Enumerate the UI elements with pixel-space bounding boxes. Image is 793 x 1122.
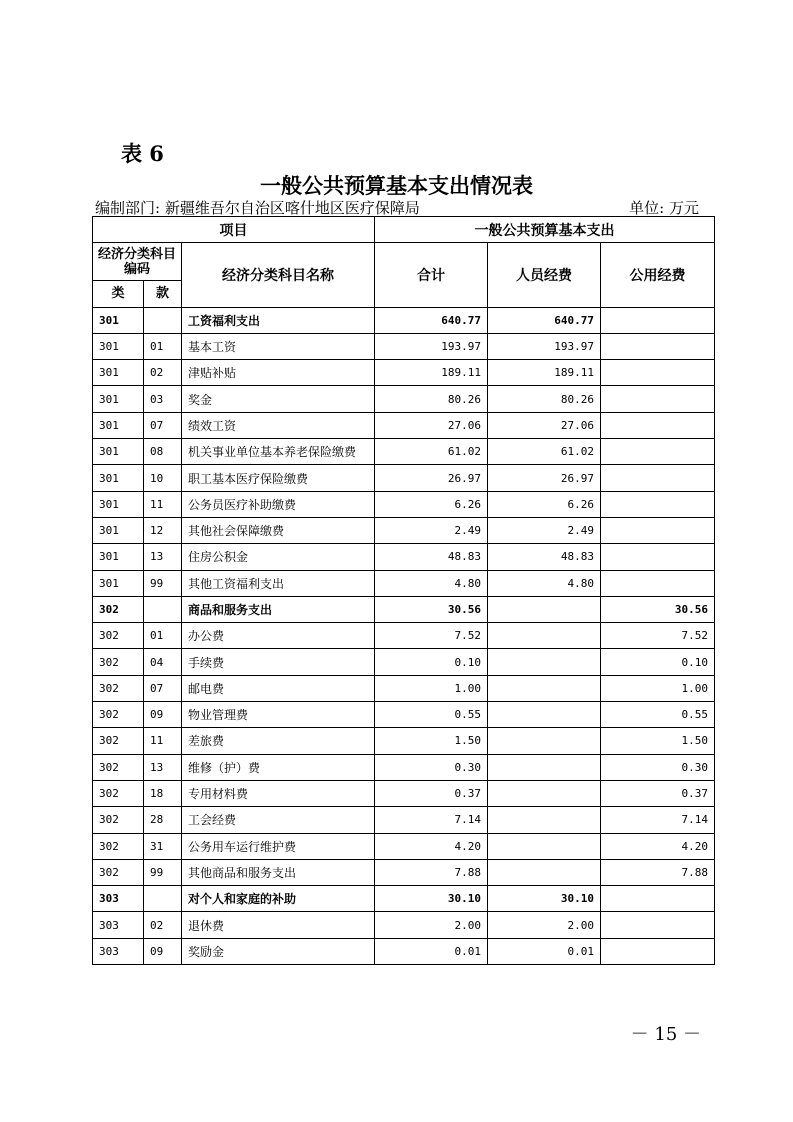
cell-total: 7.52 bbox=[375, 623, 488, 649]
cell-personnel: 0.01 bbox=[488, 938, 601, 964]
cell-personnel bbox=[488, 728, 601, 754]
cell-total: 4.20 bbox=[375, 833, 488, 859]
cell-public bbox=[601, 333, 715, 359]
table-row bbox=[93, 596, 715, 622]
cell-name: 办公费 bbox=[182, 623, 375, 649]
cell-public: 0.30 bbox=[601, 754, 715, 780]
cell-name: 绩效工资 bbox=[182, 412, 375, 438]
table-row bbox=[93, 439, 715, 465]
cell-personnel: 193.97 bbox=[488, 333, 601, 359]
table-row bbox=[93, 886, 715, 912]
cell-lei: 302 bbox=[93, 807, 144, 833]
cell-kuan: 99 bbox=[144, 570, 182, 596]
cell-name: 手续费 bbox=[182, 649, 375, 675]
cell-lei: 302 bbox=[93, 754, 144, 780]
cell-public bbox=[601, 465, 715, 491]
cell-personnel: 2.49 bbox=[488, 517, 601, 543]
cell-lei: 302 bbox=[93, 833, 144, 859]
header-econ-code: 经济分类科目编码 bbox=[93, 243, 182, 281]
cell-lei: 301 bbox=[93, 307, 144, 333]
cell-kuan: 07 bbox=[144, 675, 182, 701]
cell-public bbox=[601, 439, 715, 465]
cell-name: 专用材料费 bbox=[182, 780, 375, 806]
cell-personnel bbox=[488, 649, 601, 675]
cell-kuan: 01 bbox=[144, 333, 182, 359]
cell-personnel bbox=[488, 675, 601, 701]
cell-kuan: 11 bbox=[144, 728, 182, 754]
table-row bbox=[93, 833, 715, 859]
cell-lei: 302 bbox=[93, 859, 144, 885]
cell-personnel bbox=[488, 702, 601, 728]
table-row bbox=[93, 412, 715, 438]
cell-kuan: 02 bbox=[144, 360, 182, 386]
cell-name: 对个人和家庭的补助 bbox=[182, 886, 375, 912]
cell-kuan: 13 bbox=[144, 544, 182, 570]
cell-total: 0.01 bbox=[375, 938, 488, 964]
table-row bbox=[93, 465, 715, 491]
cell-lei: 302 bbox=[93, 780, 144, 806]
cell-public: 30.56 bbox=[601, 596, 715, 622]
cell-lei: 302 bbox=[93, 675, 144, 701]
cell-total: 640.77 bbox=[375, 307, 488, 333]
cell-kuan: 04 bbox=[144, 649, 182, 675]
cell-public bbox=[601, 886, 715, 912]
cell-public: 7.14 bbox=[601, 807, 715, 833]
page-title: 一般公共预算基本支出情况表 bbox=[260, 173, 533, 198]
cell-public: 0.10 bbox=[601, 649, 715, 675]
cell-public bbox=[601, 570, 715, 596]
cell-personnel bbox=[488, 807, 601, 833]
cell-lei: 301 bbox=[93, 570, 144, 596]
table-row bbox=[93, 491, 715, 517]
cell-kuan: 12 bbox=[144, 517, 182, 543]
table-row bbox=[93, 938, 715, 964]
cell-kuan: 09 bbox=[144, 702, 182, 728]
cell-name: 公务用车运行维护费 bbox=[182, 833, 375, 859]
cell-name: 职工基本医疗保险缴费 bbox=[182, 465, 375, 491]
cell-public bbox=[601, 307, 715, 333]
table-row bbox=[93, 912, 715, 938]
header-kuan: 款 bbox=[144, 281, 182, 307]
cell-name: 工会经费 bbox=[182, 807, 375, 833]
cell-lei: 301 bbox=[93, 439, 144, 465]
cell-kuan: 31 bbox=[144, 833, 182, 859]
cell-public bbox=[601, 544, 715, 570]
cell-personnel: 189.11 bbox=[488, 360, 601, 386]
cell-total: 30.10 bbox=[375, 886, 488, 912]
cell-kuan: 13 bbox=[144, 754, 182, 780]
cell-personnel bbox=[488, 596, 601, 622]
cell-personnel: 26.97 bbox=[488, 465, 601, 491]
table-row bbox=[93, 623, 715, 649]
cell-public bbox=[601, 517, 715, 543]
cell-public bbox=[601, 491, 715, 517]
table-row bbox=[93, 386, 715, 412]
cell-public: 1.50 bbox=[601, 728, 715, 754]
cell-public bbox=[601, 386, 715, 412]
cell-personnel: 80.26 bbox=[488, 386, 601, 412]
cell-personnel bbox=[488, 754, 601, 780]
table-row bbox=[93, 807, 715, 833]
cell-lei: 301 bbox=[93, 333, 144, 359]
table-row bbox=[93, 307, 715, 333]
cell-total: 6.26 bbox=[375, 491, 488, 517]
cell-total: 189.11 bbox=[375, 360, 488, 386]
cell-name: 住房公积金 bbox=[182, 544, 375, 570]
cell-lei: 301 bbox=[93, 491, 144, 517]
table-row bbox=[93, 754, 715, 780]
cell-total: 1.50 bbox=[375, 728, 488, 754]
cell-kuan: 09 bbox=[144, 938, 182, 964]
cell-lei: 301 bbox=[93, 412, 144, 438]
cell-kuan: 28 bbox=[144, 807, 182, 833]
cell-total: 26.97 bbox=[375, 465, 488, 491]
header-budget: 一般公共预算基本支出 bbox=[375, 217, 715, 243]
cell-name: 物业管理费 bbox=[182, 702, 375, 728]
cell-lei: 301 bbox=[93, 360, 144, 386]
cell-kuan bbox=[144, 307, 182, 333]
cell-name: 基本工资 bbox=[182, 333, 375, 359]
cell-total: 7.88 bbox=[375, 859, 488, 885]
page-number: － 15 － bbox=[630, 1024, 701, 1045]
cell-personnel bbox=[488, 623, 601, 649]
cell-kuan bbox=[144, 596, 182, 622]
cell-lei: 301 bbox=[93, 386, 144, 412]
cell-personnel bbox=[488, 833, 601, 859]
cell-public: 1.00 bbox=[601, 675, 715, 701]
cell-name: 邮电费 bbox=[182, 675, 375, 701]
cell-lei: 301 bbox=[93, 465, 144, 491]
cell-kuan: 99 bbox=[144, 859, 182, 885]
table-row bbox=[93, 675, 715, 701]
cell-total: 4.80 bbox=[375, 570, 488, 596]
table-row bbox=[93, 517, 715, 543]
table-row bbox=[93, 702, 715, 728]
header-public: 公用经费 bbox=[601, 243, 715, 307]
cell-kuan: 01 bbox=[144, 623, 182, 649]
cell-public: 0.55 bbox=[601, 702, 715, 728]
cell-personnel: 640.77 bbox=[488, 307, 601, 333]
cell-public: 4.20 bbox=[601, 833, 715, 859]
cell-name: 其他社会保障缴费 bbox=[182, 517, 375, 543]
cell-public: 7.52 bbox=[601, 623, 715, 649]
cell-kuan: 08 bbox=[144, 439, 182, 465]
cell-kuan: 03 bbox=[144, 386, 182, 412]
budget-table bbox=[92, 216, 715, 965]
cell-name: 奖金 bbox=[182, 386, 375, 412]
cell-public: 7.88 bbox=[601, 859, 715, 885]
cell-name: 公务员医疗补助缴费 bbox=[182, 491, 375, 517]
table-row bbox=[93, 649, 715, 675]
cell-kuan: 07 bbox=[144, 412, 182, 438]
cell-lei: 302 bbox=[93, 596, 144, 622]
table-row bbox=[93, 570, 715, 596]
cell-total: 7.14 bbox=[375, 807, 488, 833]
cell-lei: 301 bbox=[93, 517, 144, 543]
cell-kuan: 10 bbox=[144, 465, 182, 491]
table-row bbox=[93, 728, 715, 754]
cell-name: 退休费 bbox=[182, 912, 375, 938]
cell-personnel: 61.02 bbox=[488, 439, 601, 465]
cell-public: 0.37 bbox=[601, 780, 715, 806]
cell-personnel: 4.80 bbox=[488, 570, 601, 596]
cell-total: 30.56 bbox=[375, 596, 488, 622]
cell-lei: 301 bbox=[93, 544, 144, 570]
cell-personnel: 2.00 bbox=[488, 912, 601, 938]
cell-total: 0.30 bbox=[375, 754, 488, 780]
cell-total: 193.97 bbox=[375, 333, 488, 359]
cell-lei: 302 bbox=[93, 702, 144, 728]
cell-lei: 303 bbox=[93, 912, 144, 938]
cell-personnel: 27.06 bbox=[488, 412, 601, 438]
cell-total: 48.83 bbox=[375, 544, 488, 570]
cell-name: 奖励金 bbox=[182, 938, 375, 964]
cell-total: 0.10 bbox=[375, 649, 488, 675]
cell-name: 差旅费 bbox=[182, 728, 375, 754]
header-total: 合计 bbox=[375, 243, 488, 307]
cell-total: 2.49 bbox=[375, 517, 488, 543]
cell-personnel bbox=[488, 859, 601, 885]
cell-kuan: 18 bbox=[144, 780, 182, 806]
cell-kuan bbox=[144, 886, 182, 912]
cell-name: 其他工资福利支出 bbox=[182, 570, 375, 596]
cell-name: 机关事业单位基本养老保险缴费 bbox=[182, 439, 375, 465]
cell-name: 津贴补贴 bbox=[182, 360, 375, 386]
cell-total: 61.02 bbox=[375, 439, 488, 465]
cell-lei: 303 bbox=[93, 938, 144, 964]
cell-total: 0.37 bbox=[375, 780, 488, 806]
cell-public bbox=[601, 912, 715, 938]
cell-total: 27.06 bbox=[375, 412, 488, 438]
cell-name: 工资福利支出 bbox=[182, 307, 375, 333]
cell-personnel: 30.10 bbox=[488, 886, 601, 912]
table-row bbox=[93, 780, 715, 806]
cell-name: 维修（护）费 bbox=[182, 754, 375, 780]
department-label: 编制部门: 新疆维吾尔自治区喀什地区医疗保障局 bbox=[95, 199, 420, 217]
header-econ-name: 经济分类科目名称 bbox=[182, 243, 375, 307]
cell-total: 80.26 bbox=[375, 386, 488, 412]
cell-public bbox=[601, 938, 715, 964]
table-label: 表 6 bbox=[121, 141, 164, 166]
table-row bbox=[93, 360, 715, 386]
cell-total: 0.55 bbox=[375, 702, 488, 728]
header-lei: 类 bbox=[93, 281, 144, 307]
cell-public bbox=[601, 412, 715, 438]
cell-name: 商品和服务支出 bbox=[182, 596, 375, 622]
cell-total: 1.00 bbox=[375, 675, 488, 701]
cell-personnel: 48.83 bbox=[488, 544, 601, 570]
cell-lei: 302 bbox=[93, 623, 144, 649]
table-row bbox=[93, 544, 715, 570]
cell-total: 2.00 bbox=[375, 912, 488, 938]
cell-lei: 302 bbox=[93, 728, 144, 754]
cell-personnel: 6.26 bbox=[488, 491, 601, 517]
header-project: 项目 bbox=[93, 217, 375, 243]
cell-personnel bbox=[488, 780, 601, 806]
table-row bbox=[93, 333, 715, 359]
table-row bbox=[93, 859, 715, 885]
cell-public bbox=[601, 360, 715, 386]
cell-name: 其他商品和服务支出 bbox=[182, 859, 375, 885]
unit-label: 单位: 万元 bbox=[629, 199, 699, 217]
header-personnel: 人员经费 bbox=[488, 243, 601, 307]
cell-kuan: 02 bbox=[144, 912, 182, 938]
cell-kuan: 11 bbox=[144, 491, 182, 517]
cell-lei: 302 bbox=[93, 649, 144, 675]
cell-lei: 303 bbox=[93, 886, 144, 912]
